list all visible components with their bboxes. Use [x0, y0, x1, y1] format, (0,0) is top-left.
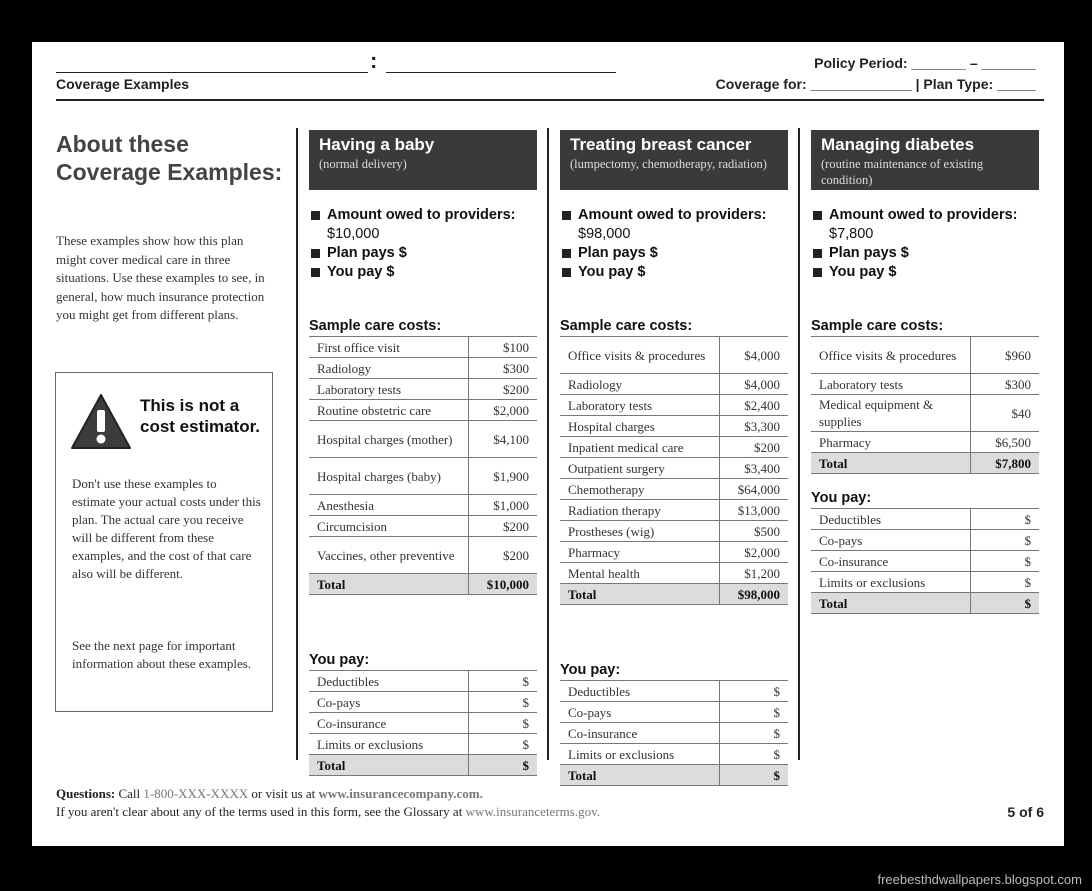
youpay-item: Co-pays [560, 702, 720, 723]
page-number: 5 of 6 [1007, 804, 1044, 820]
youpay-amount: $ [971, 530, 1040, 551]
warning-next-page-note: See the next page for important information about these examples. [72, 638, 252, 671]
amounts-summary [309, 206, 541, 282]
plan-pays: Plan pays $ [829, 245, 909, 261]
youpay-amount: $ [971, 551, 1040, 572]
youpay-amount: $ [720, 681, 789, 702]
cost-item: Radiology [560, 374, 720, 395]
total-row [560, 584, 788, 605]
cost-amount: $960 [971, 337, 1040, 374]
cost-amount: $3,300 [720, 416, 789, 437]
total-label: Total [811, 453, 971, 474]
table-row [811, 551, 1039, 572]
cost-amount: $2,000 [469, 400, 538, 421]
header-blank-line [56, 52, 368, 73]
cost-amount: $1,200 [720, 563, 789, 584]
cost-item: Inpatient medical care [560, 437, 720, 458]
table-row [309, 713, 537, 734]
example-column-breast-cancer [547, 128, 790, 783]
cost-item: Pharmacy [560, 542, 720, 563]
column-title: Treating breast cancer [570, 135, 752, 154]
column-subtitle: (routine maintenance of existing condition) [821, 157, 984, 187]
cost-item: Hospital charges (mother) [309, 421, 469, 458]
cost-item: Routine obstetric care [309, 400, 469, 421]
you-pay: You pay $ [327, 264, 395, 280]
amounts-summary [811, 206, 1043, 282]
total-label: Total [309, 755, 469, 776]
youpay-amount: $ [720, 723, 789, 744]
total-label: Total [811, 593, 971, 614]
total-label: Total [560, 765, 720, 786]
warning-box [55, 372, 273, 712]
total-label: Total [309, 574, 469, 595]
table-row [560, 744, 788, 765]
cost-item: Pharmacy [811, 432, 971, 453]
cost-amount: $4,100 [469, 421, 538, 458]
cost-amount: $100 [469, 337, 538, 358]
glossary-link[interactable]: www.insuranceterms.gov. [465, 804, 600, 819]
table-row [309, 421, 537, 458]
cost-item: Radiation therapy [560, 500, 720, 521]
cost-item: Office visits & procedures [811, 337, 971, 374]
table-row [309, 379, 537, 400]
amounts-summary [560, 206, 792, 282]
cost-item: Medical equipment & supplies [811, 395, 971, 432]
cost-item: Office visits & procedures [560, 337, 720, 374]
about-body: These examples show how this plan might cover medical care in three situations. Use these examples to see, in general, how much insurance protection you might get from different plans. [56, 233, 265, 322]
column-title: Having a baby [319, 135, 435, 154]
youpay-amount: $ [971, 572, 1040, 593]
sample-costs-heading: Sample care costs: [309, 318, 442, 334]
youpay-item: Deductibles [309, 671, 469, 692]
table-row [560, 563, 788, 584]
amount-owed-value: $10,000 [327, 226, 380, 242]
amount-owed-label: Amount owed to providers: [829, 207, 1018, 223]
column-subtitle: (lumpectomy, chemotherapy, radiation) [570, 157, 767, 171]
table-row [811, 530, 1039, 551]
cost-amount: $300 [971, 374, 1040, 395]
cost-amount: $200 [469, 516, 538, 537]
table-row [309, 458, 537, 495]
amount-owed-label: Amount owed to providers: [327, 207, 516, 223]
total-value: $ [469, 755, 538, 776]
cost-item: Chemotherapy [560, 479, 720, 500]
you-pay-table [309, 670, 537, 776]
cost-item: Laboratory tests [560, 395, 720, 416]
header-blank-line [386, 52, 616, 73]
you-pay-heading: You pay: [309, 652, 370, 668]
cost-amount: $200 [469, 537, 538, 574]
table-row [560, 500, 788, 521]
table-row [560, 521, 788, 542]
footer-questions [56, 786, 483, 802]
sample-costs-table [309, 336, 537, 595]
youpay-amount: $ [469, 734, 538, 755]
cost-amount: $500 [720, 521, 789, 542]
table-row [309, 337, 537, 358]
column-header [309, 130, 537, 190]
questions-call: Call [118, 786, 141, 801]
cost-item: First office visit [309, 337, 469, 358]
total-row [560, 765, 788, 786]
amount-owed-value: $98,000 [578, 226, 631, 242]
warning-triangle-icon [70, 393, 132, 451]
glossary-text: If you aren't clear about any of the terms used in this form, see the Glossary at [56, 804, 463, 819]
total-value: $10,000 [469, 574, 538, 595]
table-row [560, 458, 788, 479]
youpay-item: Limits or exclusions [560, 744, 720, 765]
coverage-for: Coverage for: _____________ | Plan Type: _____ [715, 76, 1036, 92]
header-divider [56, 99, 1044, 101]
cost-item: Prostheses (wig) [560, 521, 720, 542]
youpay-item: Co-insurance [811, 551, 971, 572]
table-row [811, 337, 1039, 374]
you-pay-table [560, 680, 788, 786]
policy-period: Policy Period: _______ – _______ [814, 55, 1036, 71]
footer-glossary [56, 804, 600, 820]
plan-pays: Plan pays $ [578, 245, 658, 261]
you-pay-table [811, 508, 1039, 614]
sample-costs-heading: Sample care costs: [811, 318, 944, 334]
table-row [560, 479, 788, 500]
phone-number[interactable]: 1-800-XXX-XXXX [143, 786, 249, 801]
cost-item: Radiology [309, 358, 469, 379]
column-subtitle: (normal delivery) [319, 157, 407, 171]
warning-body: Don't use these examples to estimate your actual costs under this plan. The actual care you receive will be different from these examples, and the cost of that care also will be different. [72, 476, 261, 581]
website-link[interactable]: www.insurancecompany.com. [318, 786, 483, 801]
watermark: freebesthdwallpapers.blogspot.com [877, 872, 1082, 887]
table-row [309, 692, 537, 713]
questions-mid: or visit us at [251, 786, 316, 801]
table-row [811, 432, 1039, 453]
cost-amount: $1,900 [469, 458, 538, 495]
table-row [811, 395, 1039, 432]
example-column-baby [296, 128, 539, 773]
cost-amount: $40 [971, 395, 1040, 432]
column-header [811, 130, 1039, 190]
you-pay: You pay $ [578, 264, 646, 280]
table-row [309, 516, 537, 537]
cost-item: Laboratory tests [811, 374, 971, 395]
table-row [560, 337, 788, 374]
questions-label: Questions: [56, 786, 116, 801]
amount-owed-label: Amount owed to providers: [578, 207, 767, 223]
cost-amount: $2,000 [720, 542, 789, 563]
cost-item: Circumcision [309, 516, 469, 537]
about-title: About these Coverage Examples: [56, 131, 283, 185]
youpay-amount: $ [720, 702, 789, 723]
warning-heading: This is not a cost estimator. [140, 396, 260, 436]
table-row [309, 400, 537, 421]
table-row [560, 723, 788, 744]
cost-item: Mental health [560, 563, 720, 584]
cost-item: Hospital charges (baby) [309, 458, 469, 495]
table-row [811, 572, 1039, 593]
cost-item: Laboratory tests [309, 379, 469, 400]
page-title: Coverage Examples [56, 76, 190, 92]
column-header [560, 130, 788, 190]
you-pay-heading: You pay: [811, 490, 872, 506]
youpay-amount: $ [971, 509, 1040, 530]
cost-amount: $200 [720, 437, 789, 458]
table-row [309, 734, 537, 755]
you-pay: You pay $ [829, 264, 897, 280]
sample-costs-table [560, 336, 788, 605]
youpay-amount: $ [469, 713, 538, 734]
cost-amount: $6,500 [971, 432, 1040, 453]
header-colon: : [370, 48, 378, 73]
youpay-item: Deductibles [811, 509, 971, 530]
table-row [309, 671, 537, 692]
table-row [309, 537, 537, 574]
cost-amount: $64,000 [720, 479, 789, 500]
total-row [309, 574, 537, 595]
cost-item: Anesthesia [309, 495, 469, 516]
total-value: $ [971, 593, 1040, 614]
cost-amount: $200 [469, 379, 538, 400]
plan-pays: Plan pays $ [327, 245, 407, 261]
total-value: $98,000 [720, 584, 789, 605]
total-row [309, 755, 537, 776]
document-page [30, 42, 1064, 846]
you-pay-heading: You pay: [560, 662, 621, 678]
amount-owed-value: $7,800 [829, 226, 874, 242]
total-value: $7,800 [971, 453, 1040, 474]
youpay-item: Limits or exclusions [811, 572, 971, 593]
table-row [560, 395, 788, 416]
table-row [811, 374, 1039, 395]
table-row [560, 374, 788, 395]
cost-amount: $1,000 [469, 495, 538, 516]
table-row [560, 416, 788, 437]
table-row [560, 681, 788, 702]
youpay-item: Limits or exclusions [309, 734, 469, 755]
youpay-item: Co-insurance [560, 723, 720, 744]
total-label: Total [560, 584, 720, 605]
cost-amount: $300 [469, 358, 538, 379]
total-value: $ [720, 765, 789, 786]
youpay-item: Co-pays [309, 692, 469, 713]
cost-amount: $4,000 [720, 337, 789, 374]
cost-item: Vaccines, other preventive [309, 537, 469, 574]
youpay-amount: $ [469, 692, 538, 713]
sample-costs-heading: Sample care costs: [560, 318, 693, 334]
cost-item: Hospital charges [560, 416, 720, 437]
table-row [560, 437, 788, 458]
column-title: Managing diabetes [821, 135, 975, 154]
cost-amount: $3,400 [720, 458, 789, 479]
table-row [309, 495, 537, 516]
table-row [309, 358, 537, 379]
youpay-item: Co-insurance [309, 713, 469, 734]
total-row [811, 593, 1039, 614]
youpay-amount: $ [720, 744, 789, 765]
table-row [560, 702, 788, 723]
total-row [811, 453, 1039, 474]
youpay-amount: $ [469, 671, 538, 692]
youpay-item: Deductibles [560, 681, 720, 702]
table-row [811, 509, 1039, 530]
cost-amount: $4,000 [720, 374, 789, 395]
sample-costs-table [811, 336, 1039, 474]
cost-item: Outpatient surgery [560, 458, 720, 479]
cost-amount: $13,000 [720, 500, 789, 521]
example-column-diabetes [798, 128, 1041, 760]
youpay-item: Co-pays [811, 530, 971, 551]
table-row [560, 542, 788, 563]
cost-amount: $2,400 [720, 395, 789, 416]
